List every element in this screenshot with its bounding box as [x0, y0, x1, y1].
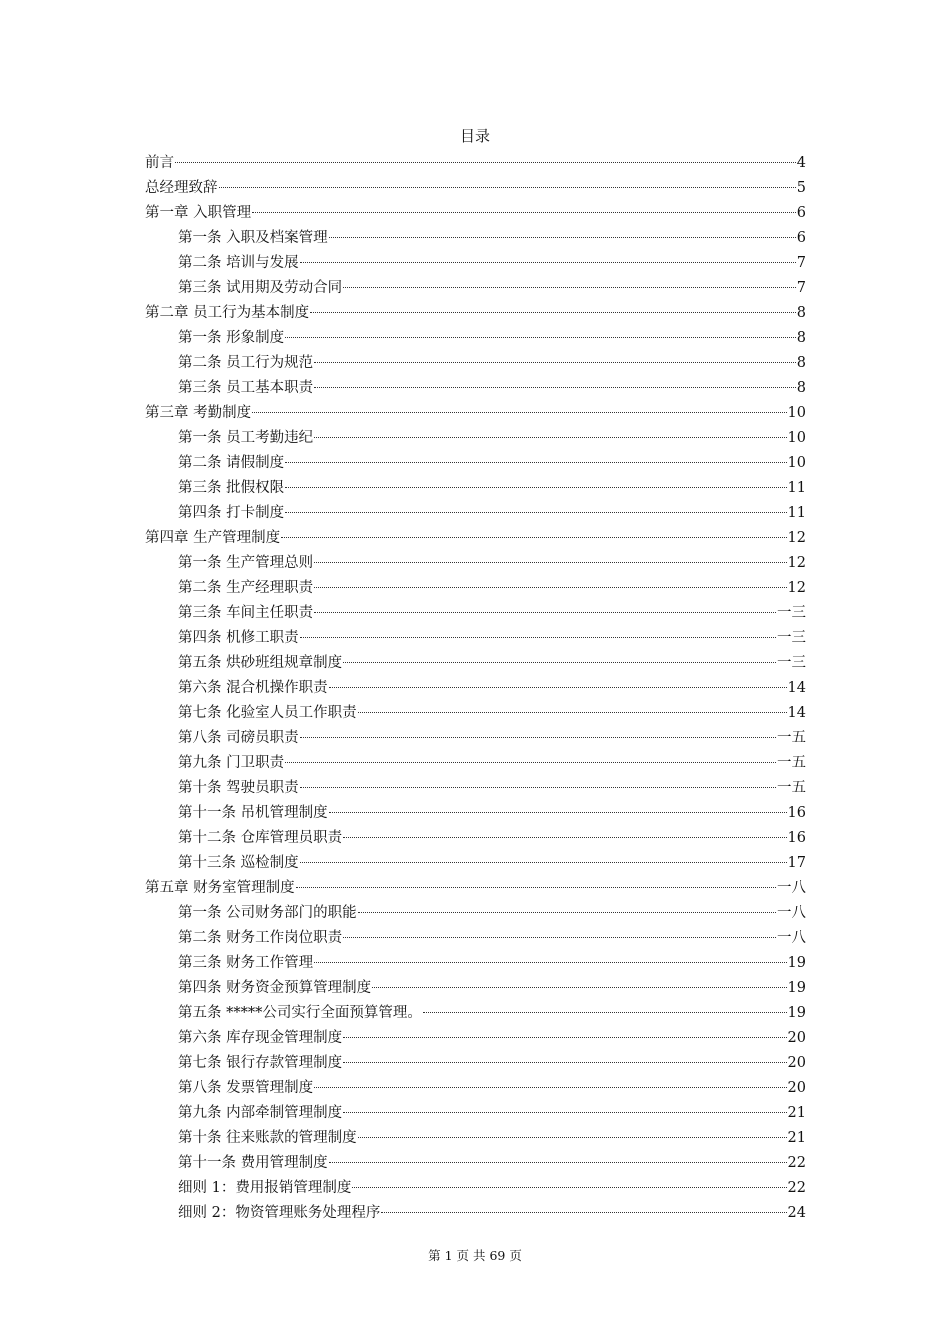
toc-entry-page-number: 17 [787, 855, 806, 871]
toc-entry-label: 第三条 试用期及劳动合同 [178, 280, 343, 296]
toc-dot-leader [423, 1012, 787, 1013]
toc-entry-article[interactable] [145, 1126, 806, 1151]
toc-entry-page-number: 10 [787, 405, 806, 421]
toc-entry-article[interactable] [145, 1051, 806, 1076]
toc-entry-page-number: 14 [787, 680, 806, 696]
toc-entry-page-number: 11 [787, 505, 806, 521]
toc-entry-page-number: 一三 [777, 630, 806, 646]
toc-entry-article[interactable] [145, 576, 806, 601]
toc-dot-leader [300, 787, 776, 788]
toc-entry-label: 第二条 请假制度 [178, 455, 285, 471]
toc-dot-leader [314, 437, 786, 438]
toc-entry-label: 第五条 *****公司实行全面预算管理。 [178, 1005, 422, 1021]
toc-entry-label: 第十二条 仓库管理员职责 [178, 830, 343, 846]
toc-dot-leader [300, 862, 787, 863]
toc-entry-label: 第九条 门卫职责 [178, 755, 285, 771]
toc-entry-article[interactable] [145, 801, 806, 826]
toc-dot-leader [285, 762, 776, 763]
toc-entry-article[interactable] [145, 501, 806, 526]
toc-entry-article[interactable] [145, 1076, 806, 1101]
toc-entry-article[interactable] [145, 601, 806, 626]
page-footer: 第 1 页 共 69 页 [428, 1248, 522, 1263]
toc-dot-leader [343, 837, 786, 838]
toc-entry-article[interactable] [145, 1026, 806, 1051]
toc-dot-leader [329, 687, 787, 688]
toc-entry-label: 第十一条 吊机管理制度 [178, 805, 328, 821]
toc-dot-leader [296, 887, 776, 888]
toc-entry-page-number: 19 [787, 980, 806, 996]
toc-entry-page-number: 7 [796, 280, 806, 296]
toc-entry-page-number: 20 [787, 1080, 806, 1096]
toc-dot-leader [352, 1187, 786, 1188]
toc-entry-label: 第十条 往来账款的管理制度 [178, 1130, 357, 1146]
toc-dot-leader [314, 587, 786, 588]
toc-entry-article[interactable] [145, 851, 806, 876]
toc-entry-article[interactable] [145, 476, 806, 501]
toc-dot-leader [343, 1037, 786, 1038]
toc-entry-label: 第三条 员工基本职责 [178, 380, 314, 396]
toc-entry-chapter[interactable] [145, 401, 806, 426]
toc-entry-page-number: 14 [787, 705, 806, 721]
toc-entry-article[interactable] [145, 376, 806, 401]
toc-entry-label: 第三条 批假权限 [178, 480, 285, 496]
toc-entry-page-number: 5 [796, 180, 806, 196]
toc-entry-article[interactable] [145, 651, 806, 676]
toc-entry-page-number: 21 [787, 1105, 806, 1121]
toc-entry-page-number: 一五 [777, 730, 806, 746]
toc-entry-label: 第三章 考勤制度 [145, 405, 252, 421]
toc-entry-article[interactable] [145, 1151, 806, 1176]
toc-dot-leader [219, 187, 796, 188]
toc-entry-page-number: 一八 [777, 880, 806, 896]
toc-entry-page-number: 22 [787, 1155, 806, 1171]
toc-entry-label: 总经理致辞 [145, 180, 218, 196]
toc-entry-article[interactable] [145, 226, 806, 251]
toc-entry-chapter[interactable] [145, 201, 806, 226]
toc-entry-page-number: 20 [787, 1055, 806, 1071]
toc-entry-article[interactable] [145, 926, 806, 951]
toc-entry-page-number: 10 [787, 430, 806, 446]
toc-entry-article[interactable] [145, 426, 806, 451]
toc-entry-page-number: 8 [796, 380, 806, 396]
toc-entry-page-number: 一五 [777, 780, 806, 796]
toc-entry-chapter[interactable] [145, 301, 806, 326]
toc-entry-page-number: 20 [787, 1030, 806, 1046]
toc-dot-leader [343, 662, 776, 663]
toc-entry-label: 细则 1：费用报销管理制度 [178, 1180, 352, 1196]
toc-entry-chapter[interactable] [145, 876, 806, 901]
toc-entry-label: 第二条 员工行为规范 [178, 355, 314, 371]
toc-entry-page-number: 19 [787, 955, 806, 971]
toc-entry-page-number: 8 [796, 355, 806, 371]
toc-entry-label: 第十三条 巡检制度 [178, 855, 299, 871]
toc-dot-leader [358, 1137, 787, 1138]
toc-entry-label: 第三条 车间主任职责 [178, 605, 314, 621]
toc-entry-article[interactable] [145, 1176, 806, 1201]
toc-entry-page-number: 12 [787, 555, 806, 571]
toc-entry-chapter[interactable] [145, 151, 806, 176]
toc-dot-leader [372, 987, 786, 988]
toc-entry-page-number: 24 [787, 1205, 806, 1221]
toc-entry-page-number: 一三 [777, 605, 806, 621]
toc-entry-label: 第一条 公司财务部门的职能 [178, 905, 357, 921]
toc-entry-page-number: 一三 [777, 655, 806, 671]
toc-entry-page-number: 一五 [777, 755, 806, 771]
toc-entry-article[interactable] [145, 551, 806, 576]
toc-entry-article[interactable] [145, 976, 806, 1001]
toc-dot-leader [285, 512, 786, 513]
toc-entry-label: 第十一条 费用管理制度 [178, 1155, 328, 1171]
toc-entry-page-number: 6 [796, 230, 806, 246]
toc-entry-article[interactable] [145, 901, 806, 926]
toc-entry-page-number: 6 [796, 205, 806, 221]
toc-entry-article[interactable] [145, 251, 806, 276]
toc-entry-label: 第一条 形象制度 [178, 330, 285, 346]
toc-entry-page-number: 12 [787, 580, 806, 596]
toc-entry-article[interactable] [145, 701, 806, 726]
toc-entry-label: 第四条 打卡制度 [178, 505, 285, 521]
toc-entry-page-number: 10 [787, 455, 806, 471]
toc-dot-leader [252, 212, 796, 213]
toc-entry-article[interactable] [145, 676, 806, 701]
toc-entry-label: 第九条 内部牵制管理制度 [178, 1105, 343, 1121]
toc-entry-page-number: 11 [787, 480, 806, 496]
toc-entry-article[interactable] [145, 276, 806, 301]
toc-dot-leader [285, 487, 786, 488]
toc-entry-chapter[interactable] [145, 176, 806, 201]
toc-entry-page-number: 21 [787, 1130, 806, 1146]
toc-entry-article[interactable] [145, 951, 806, 976]
toc-dot-leader [300, 262, 796, 263]
toc-entry-page-number: 8 [796, 305, 806, 321]
toc-entry-page-number: 4 [796, 155, 806, 171]
toc-entry-label: 细则 2：物资管理账务处理程序 [178, 1205, 381, 1221]
toc-entry-label: 第十条 驾驶员职责 [178, 780, 299, 796]
toc-dot-leader [310, 312, 796, 313]
toc-entry-label: 第一条 员工考勤违纪 [178, 430, 314, 446]
toc-entry-page-number: 一八 [777, 905, 806, 921]
toc-dot-leader [343, 1062, 786, 1063]
toc-dot-leader [175, 162, 796, 163]
toc-entry-page-number: 16 [787, 830, 806, 846]
toc-dot-leader [314, 362, 796, 363]
toc-dot-leader [343, 1112, 786, 1113]
toc-entry-label: 第四章 生产管理制度 [145, 530, 281, 546]
toc-entry-label: 第五条 烘砂班组规章制度 [178, 655, 343, 671]
toc-entry-label: 前言 [145, 155, 174, 171]
toc-entry-article[interactable] [145, 1001, 806, 1026]
toc-dot-leader [314, 1087, 786, 1088]
toc-entry-article[interactable] [145, 826, 806, 851]
toc-entry-chapter[interactable] [145, 526, 806, 551]
toc-entry-article[interactable] [145, 776, 806, 801]
toc-dot-leader [314, 387, 796, 388]
toc-dot-leader [381, 1212, 786, 1213]
toc-entry-label: 第七条 化验室人员工作职责 [178, 705, 357, 721]
toc-list [145, 151, 806, 1226]
toc-entry-article[interactable] [145, 751, 806, 776]
toc-entry-page-number: 一八 [777, 930, 806, 946]
toc-entry-article[interactable] [145, 626, 806, 651]
toc-dot-leader [329, 812, 787, 813]
toc-entry-page-number: 7 [796, 255, 806, 271]
toc-dot-leader [285, 462, 786, 463]
toc-dot-leader [343, 937, 776, 938]
toc-dot-leader [358, 712, 787, 713]
toc-entry-article[interactable] [145, 1201, 806, 1226]
toc-entry-page-number: 12 [787, 530, 806, 546]
toc-dot-leader [358, 912, 776, 913]
toc-dot-leader [285, 337, 796, 338]
toc-title: 目录 [459, 127, 490, 145]
toc-dot-leader [252, 412, 786, 413]
toc-dot-leader [314, 562, 786, 563]
toc-entry-article[interactable] [145, 351, 806, 376]
toc-entry-article[interactable] [145, 726, 806, 751]
toc-entry-label: 第八条 司磅员职责 [178, 730, 299, 746]
toc-entry-article[interactable] [145, 451, 806, 476]
toc-entry-label: 第四条 财务资金预算管理制度 [178, 980, 372, 996]
toc-entry-label: 第一条 生产管理总则 [178, 555, 314, 571]
toc-entry-page-number: 22 [787, 1180, 806, 1196]
toc-entry-label: 第四条 机修工职责 [178, 630, 299, 646]
toc-dot-leader [314, 612, 776, 613]
toc-entry-label: 第八条 发票管理制度 [178, 1080, 314, 1096]
toc-dot-leader [329, 237, 796, 238]
toc-dot-leader [300, 737, 776, 738]
toc-entry-label: 第五章 财务室管理制度 [145, 880, 295, 896]
toc-entry-label: 第一章 入职管理 [145, 205, 252, 221]
toc-dot-leader [343, 287, 796, 288]
toc-entry-label: 第六条 混合机操作职责 [178, 680, 328, 696]
toc-entry-label: 第二章 员工行为基本制度 [145, 305, 310, 321]
toc-entry-page-number: 19 [787, 1005, 806, 1021]
toc-dot-leader [281, 537, 786, 538]
toc-entry-page-number: 8 [796, 330, 806, 346]
toc-entry-page-number: 16 [787, 805, 806, 821]
toc-entry-article[interactable] [145, 326, 806, 351]
toc-entry-label: 第六条 库存现金管理制度 [178, 1030, 343, 1046]
toc-entry-label: 第七条 银行存款管理制度 [178, 1055, 343, 1071]
toc-entry-label: 第二条 培训与发展 [178, 255, 299, 271]
toc-entry-label: 第三条 财务工作管理 [178, 955, 314, 971]
toc-entry-label: 第二条 生产经理职责 [178, 580, 314, 596]
toc-entry-label: 第一条 入职及档案管理 [178, 230, 328, 246]
toc-dot-leader [329, 1162, 787, 1163]
toc-entry-label: 第二条 财务工作岗位职责 [178, 930, 343, 946]
toc-dot-leader [314, 962, 786, 963]
toc-dot-leader [300, 637, 776, 638]
toc-entry-article[interactable] [145, 1101, 806, 1126]
